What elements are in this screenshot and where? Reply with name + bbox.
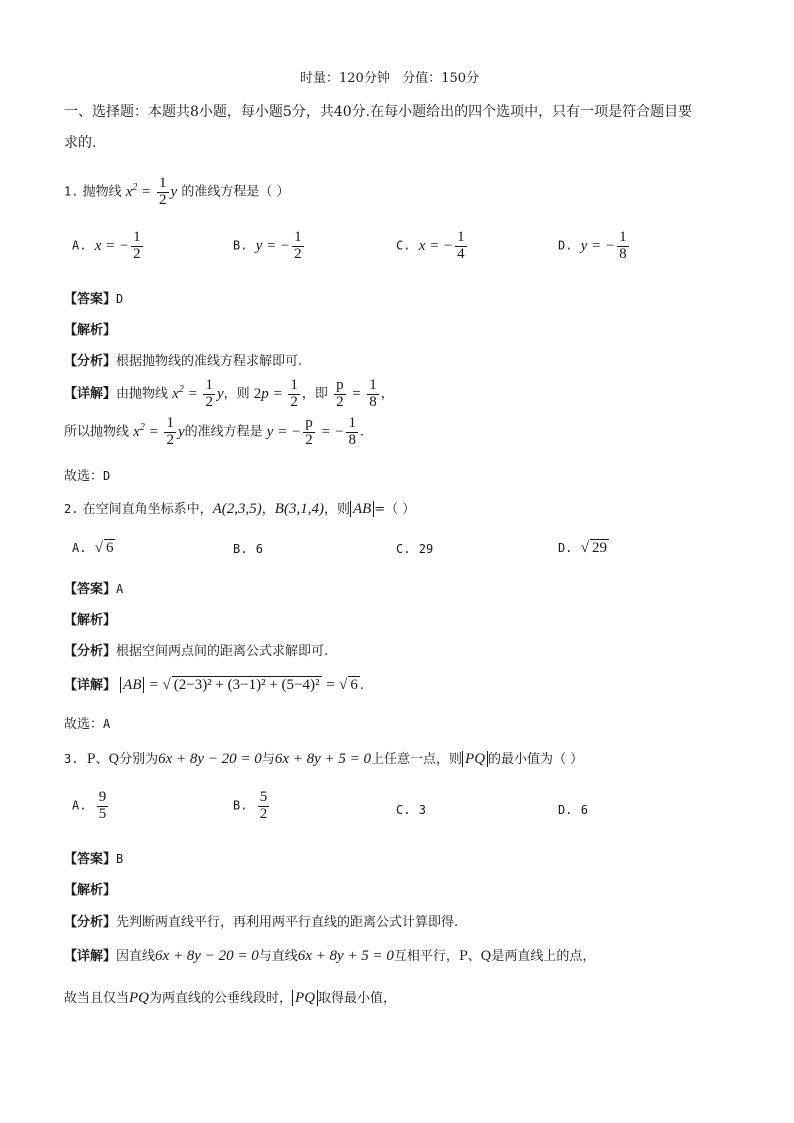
q3-pq: PQ (462, 751, 488, 767)
score-label: 分值：150分 (402, 71, 480, 86)
conclusion-text: 所以抛物线 (64, 424, 130, 440)
option-letter: C. (396, 542, 411, 556)
q1-option-b[interactable] (233, 230, 306, 263)
choose-label: 故选： (64, 717, 104, 732)
option-letter: D. (558, 803, 573, 817)
q2-stem-b: ，则 (323, 502, 350, 517)
detail-text: ，即 (301, 386, 328, 402)
q3-answer (64, 848, 123, 867)
q3-stem-c: 上任意一点，则 (371, 752, 463, 767)
q2-number: 2. (64, 502, 79, 516)
q3-option-a[interactable] (72, 790, 110, 823)
option-den: 4 (457, 245, 465, 262)
fenxi-label: 【分析】 (64, 644, 117, 659)
section-heading-line2: 求的. (64, 135, 97, 151)
option-value: 6 (255, 542, 263, 556)
detail-text: ，则 (223, 386, 250, 402)
option-value: 3 (418, 803, 426, 817)
q2-choice (64, 713, 110, 732)
conclusion-text: 的准线方程是 (184, 424, 263, 440)
detail-label: 【详解】 (64, 949, 117, 964)
q2-option-b[interactable] (233, 542, 263, 557)
detail-text: 为两直线的公垂线段时， (149, 991, 293, 1006)
choice-value: D (103, 469, 111, 483)
option-den: 2 (294, 245, 302, 262)
q1-detail (64, 378, 394, 411)
q2-sep: ， (261, 502, 275, 517)
q3-option-c[interactable] (396, 803, 426, 818)
detail-text: 由抛物线 (116, 386, 169, 402)
detail-text: 故当且仅当 (64, 991, 130, 1006)
option-letter: A. (72, 541, 87, 555)
q2-stem-a: 在空间直角坐标系中， (82, 502, 213, 517)
page-header (300, 67, 479, 86)
choose-label: 故选： (64, 469, 104, 484)
q1-equation: $x^2$ = $\frac{1}{2}$ y (125, 175, 178, 208)
answer-label: 【答案】 (64, 852, 117, 867)
detail-text: 与直线 (258, 949, 298, 964)
fenxi-text: 根据抛物线的准线方程求解即可. (116, 354, 303, 369)
q3-number: 3. (64, 752, 79, 766)
q1-option-d[interactable] (558, 230, 631, 263)
q2-ab: AB (350, 501, 374, 517)
option-letter: B. (233, 798, 248, 813)
q2-stem-c: =（ ） (374, 502, 416, 517)
answer-value: B (116, 852, 124, 866)
detail-text: 互相平行， (393, 949, 459, 964)
q3-line2: 6x + 8y + 5 = 0 (274, 751, 372, 767)
q2-option-a[interactable]: A. √ 6 (72, 540, 114, 556)
q2-detail: 【详解】 AB = √ (2−3)² + (3−1)² + (5−4)² = √ 6 . (64, 677, 364, 693)
q3-last-line (64, 987, 396, 1007)
q2-fenxi (64, 640, 328, 659)
fenxi-label: 【分析】 (64, 915, 117, 930)
option-num: 1 (619, 229, 627, 245)
detail-label: 【详解】 (64, 678, 117, 693)
q3-line1: 6x + 8y − 20 = 0 (158, 751, 262, 767)
option-letter: A. (72, 238, 87, 253)
option-letter: C. (396, 803, 411, 817)
q1-choice (64, 465, 110, 484)
q3-jiexi-label: 【解析】 (64, 883, 117, 898)
detail-label: 【详解】 (64, 386, 117, 402)
answer-label: 【答案】 (64, 292, 117, 307)
q2-detail-ab: AB (120, 677, 144, 693)
q1-stem-prefix: 抛物线 (82, 184, 122, 200)
answer-label: 【答案】 (64, 582, 117, 597)
q3-option-b[interactable] (233, 790, 271, 823)
option-letter: A. (72, 798, 87, 813)
q1-detail-eq3: $\frac{p}{2}$ = $\frac{1}{8}$ (336, 377, 377, 410)
q1-option-c[interactable] (396, 230, 469, 263)
q3-stem-b: 与 (261, 752, 275, 767)
option-letter: D. (558, 541, 573, 555)
option-letter: D. (558, 238, 573, 253)
option-num: 1 (457, 229, 465, 245)
answer-value: D (116, 292, 124, 306)
choice-value: A (103, 717, 111, 731)
q1-jiexi-label: 【解析】 (64, 323, 117, 338)
q1-option-a[interactable] (72, 230, 145, 263)
q2-answer (64, 578, 123, 597)
option-value: 29 (418, 542, 434, 556)
q1-conc-eq1: $x^2$ = $\frac{1}{2}$ y (133, 415, 185, 448)
q1-answer (64, 288, 123, 307)
q3-pq-abs: PQ (292, 990, 318, 1006)
q2-jiexi-label: 【解析】 (64, 613, 117, 628)
q3-pq-segment: PQ (129, 990, 150, 1006)
detail-text: 取得最小值， (318, 991, 397, 1006)
q1-number: 1. (64, 184, 79, 199)
q2-point-a: A(2,3,5) (212, 501, 262, 517)
q3-option-d[interactable] (558, 803, 588, 818)
time-label: 时量：120分钟 (300, 71, 390, 86)
option-letter: B. (233, 238, 248, 253)
option-num: 1 (294, 229, 302, 245)
option-letter: C. (396, 238, 411, 253)
q1-conclusion: 所以抛物线 $x^2$ = $\frac{1}{2}$ y的准线方程是 y = − $\frac{p}{2}$ = − $\frac{1}{8}$ . (64, 415, 365, 448)
option-num: 9 (98, 789, 107, 805)
fenxi-text: 先判断两直线平行，再利用两平行直线的距离公式计算即得. (116, 915, 459, 930)
fenxi-text: 根据空间两点间的距离公式求解即可. (116, 644, 329, 659)
option-den: 5 (98, 805, 107, 822)
q1-fenxi (64, 350, 302, 369)
q2-distance-formula: (2−3)² + (3−1)² + (5−4)² (173, 677, 320, 693)
option-lhs: x = − (94, 237, 130, 254)
option-den: 2 (259, 805, 268, 822)
option-value: 29 (591, 540, 607, 556)
detail-text: ， (380, 386, 394, 402)
q2-option-d[interactable]: D. √ 29 (558, 540, 607, 556)
q1-stem (64, 176, 290, 209)
q2-point-b: B(3,1,4) (274, 501, 324, 517)
q1-stem-suffix: 的准线方程是（ ） (181, 184, 290, 200)
q3-stem (64, 748, 583, 768)
option-lhs: y = − (255, 237, 291, 254)
fenxi-label: 【分析】 (64, 354, 117, 369)
detail-text: P、Q是两直线上的点， (458, 949, 596, 964)
option-den: 8 (619, 245, 627, 262)
section-heading-line1: 一、选择题：本题共8小题，每小题5分，共40分.在每小题给出的四个选项中，只有一项是符合题目要 (64, 104, 693, 120)
q2-result: 6 (350, 677, 358, 693)
q1-detail-eq2: 2p = $\frac{1}{2}$ (253, 377, 298, 410)
option-value: 6 (580, 803, 588, 817)
q2-stem (64, 498, 415, 518)
q3-fenxi (64, 911, 458, 930)
answer-value: A (116, 582, 124, 596)
q3-detail (64, 945, 595, 965)
detail-text: 因直线 (116, 949, 156, 964)
q2-option-c[interactable] (396, 542, 433, 557)
q1-conc-eq2: y = − $\frac{p}{2}$ = − $\frac{1}{8}$ (266, 415, 356, 448)
option-letter: B. (233, 542, 248, 556)
q3-detail-line2: 6x + 8y + 5 = 0 (297, 948, 394, 964)
q3-detail-line1: 6x + 8y − 20 = 0 (155, 948, 259, 964)
option-num: 5 (259, 789, 268, 805)
q3-stem-a: P、Q分别为 (86, 752, 159, 767)
option-lhs: y = − (580, 237, 616, 254)
q1-detail-eq1: $x^2$ = $\frac{1}{2}$ y (172, 377, 224, 410)
option-num: 1 (133, 229, 141, 245)
option-value: 6 (105, 540, 114, 556)
option-lhs: x = − (418, 237, 454, 254)
q3-stem-d: 的最小值为（ ） (488, 752, 584, 767)
option-den: 2 (133, 245, 141, 262)
